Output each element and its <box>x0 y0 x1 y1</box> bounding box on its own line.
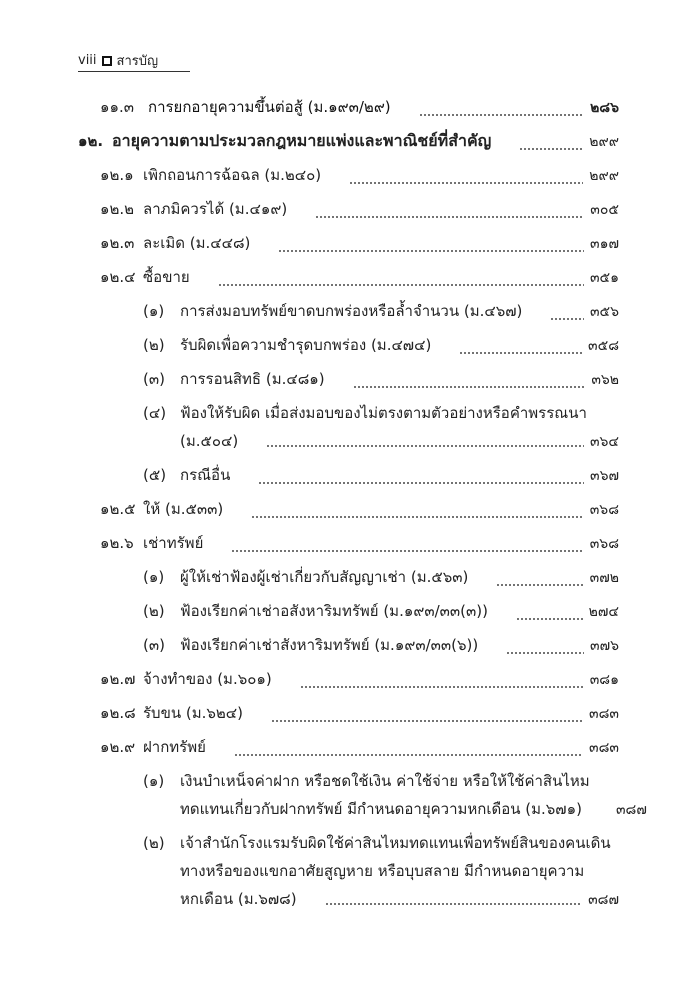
toc-entry-title: เพิกถอนการฉ้อฉล (ม.๒๔๐) <box>143 166 322 184</box>
toc-entry[interactable] <box>0 733 699 767</box>
toc-entry-title: รับผิดเพื่อความชำรุดบกพร่อง (ม.๔๗๔) <box>180 336 432 354</box>
section-name: สารบัญ <box>116 54 159 69</box>
toc-entry-title: ทางหรือของแขกอาศัยสูญหาย หรือบุบสลาย มีกำหนดอายุความ <box>180 862 585 880</box>
toc-entry-number: ๑๒.๖ <box>100 534 134 552</box>
toc-entry[interactable] <box>0 127 699 161</box>
toc-entry[interactable] <box>0 461 699 495</box>
toc-entry-number: (๒) <box>143 834 165 852</box>
dot-leader <box>258 482 584 484</box>
toc-entry[interactable] <box>0 195 699 229</box>
toc-entry-number: ๑๒. <box>78 132 104 150</box>
toc-entry-page: ๓๕๑ <box>589 270 619 286</box>
toc-entry-page: ๒๙๙ <box>589 134 619 150</box>
dot-leader <box>519 148 583 150</box>
dot-leader <box>251 516 584 518</box>
toc-entry[interactable] <box>0 495 699 529</box>
toc-entry-page: ๓๕๖ <box>589 304 619 320</box>
toc-entry[interactable] <box>0 229 699 263</box>
toc-entry[interactable] <box>0 597 699 631</box>
toc-entry-title: ฟ้องเรียกค่าเช่าสังหาริมทรัพย์ (ม.๑๙๓/๓๓(๖)) <box>180 636 479 654</box>
toc-entry-number: ๑๒.๙ <box>100 738 136 756</box>
toc-entry-number: (๑) <box>143 568 165 586</box>
toc-entry-page: ๒๘๖ <box>590 100 619 116</box>
dot-leader <box>496 584 583 586</box>
checkbox-bullet-icon <box>102 56 112 66</box>
toc-entry-title: เช่าทรัพย์ <box>143 534 204 552</box>
toc-entry-title: ทดแทนเกี่ยวกับฝากทรัพย์ มีกำหนดอายุความหกเดือน (ม.๖๗๑) <box>180 800 582 818</box>
dot-leader <box>300 686 584 688</box>
dot-leader <box>218 284 584 286</box>
toc-entry-page: ๒๗๔ <box>588 604 619 620</box>
toc-entry-title: (ม.๕๐๔) <box>180 432 239 450</box>
toc-entry-title: หกเดือน (ม.๖๗๘) <box>180 890 297 908</box>
toc-entry[interactable] <box>0 829 699 913</box>
dot-leader <box>349 182 583 184</box>
toc-entry-title: รับขน (ม.๖๒๔) <box>143 704 243 722</box>
toc-entry-number: (๒) <box>143 602 165 620</box>
toc-entry-page: ๓๖๔ <box>589 434 619 450</box>
toc-entry-number: ๑๑.๓ <box>100 98 135 116</box>
toc-entry-title: ให้ (ม.๕๓๓) <box>143 500 224 518</box>
toc-entry-title: เงินบำเหน็จค่าฝาก หรือชดใช้เงิน ค่าใช้จ่าย หรือให้ใช้ค่าสินไหม <box>180 772 590 790</box>
toc-entry[interactable] <box>0 563 699 597</box>
toc-entry-number: ๑๒.๘ <box>100 704 136 722</box>
toc-entry-title: ผู้ให้เช่าฟ้องผู้เช่าเกี่ยวกับสัญญาเช่า (ม.๕๖๓) <box>180 568 469 586</box>
toc-entry-title: กรณีอื่น <box>180 466 231 484</box>
dot-leader <box>278 250 584 252</box>
toc-entry[interactable] <box>0 699 699 733</box>
toc-entry-number: ๑๒.๔ <box>100 268 136 286</box>
dot-leader <box>315 216 584 218</box>
toc-entry-number: ๑๒.๗ <box>100 670 136 688</box>
toc-entry-title: เจ้าสำนักโรงแรมรับผิดใช้ค่าสินไหมทดแทนเพื่อทรัพย์สินของคนเดิน <box>180 834 611 852</box>
toc-entry[interactable] <box>0 631 699 665</box>
toc-entry-number: (๓) <box>143 370 165 388</box>
toc-entry-page: ๓๖๘ <box>589 536 619 552</box>
dot-leader <box>459 352 582 354</box>
toc-entry-number: ๑๒.๓ <box>100 234 135 252</box>
toc-entry-number: (๑) <box>143 772 165 790</box>
toc-entry-title: การส่งมอบทรัพย์ขาดบกพร่องหรือล้ำจำนวน (ม.๔๖๗) <box>180 302 523 320</box>
toc-entry-number: (๒) <box>143 336 165 354</box>
dot-leader <box>231 550 583 552</box>
toc-entry[interactable] <box>0 399 699 455</box>
toc-entry-page: ๓๗๒ <box>589 570 619 586</box>
toc-entry-title: การรอนสิทธิ (ม.๔๘๑) <box>180 370 325 388</box>
toc-entry[interactable] <box>0 529 699 563</box>
dot-leader <box>353 386 586 388</box>
toc-entry-page: ๓๘๑ <box>589 672 619 688</box>
header-rule <box>78 71 190 72</box>
toc-entry-title: ลาภมิควรได้ (ม.๔๑๙) <box>143 200 288 218</box>
toc-entry-page: ๓๐๕ <box>590 202 619 218</box>
toc-entry-title: ฝากทรัพย์ <box>143 738 206 756</box>
toc-entry[interactable] <box>0 93 699 127</box>
toc-entry-title: จ้างทำของ (ม.๖๐๑) <box>143 670 272 688</box>
toc-entry-page: ๓๗๖ <box>590 638 619 654</box>
dot-leader <box>516 618 583 620</box>
toc-entry-page: ๓๕๘ <box>588 338 619 354</box>
toc-entry-number: (๓) <box>143 636 165 654</box>
running-header <box>78 50 158 71</box>
toc-entry-title: การยกอายุความขึ้นต่อสู้ (ม.๑๙๓/๒๙) <box>148 98 391 116</box>
toc-entry[interactable] <box>0 297 699 331</box>
toc-entry[interactable] <box>0 767 699 823</box>
toc-entry-title: ซื้อขาย <box>143 268 190 286</box>
toc-entry-number: (๕) <box>143 466 167 484</box>
dot-leader <box>271 720 583 722</box>
toc-entry[interactable] <box>0 665 699 699</box>
dot-leader <box>419 114 584 116</box>
toc-entry-title: ละเมิด (ม.๔๔๘) <box>143 234 251 252</box>
toc-entry-title: ฟ้องเรียกค่าเช่าอสังหาริมทรัพย์ (ม.๑๙๓/๓๓(๓)) <box>180 602 488 620</box>
toc-entry-page: ๓๘๗ <box>588 892 619 908</box>
toc-entry-number: (๑) <box>143 302 165 320</box>
dot-leader <box>506 652 584 654</box>
toc-entry-page: ๓๘๗ <box>615 802 647 818</box>
toc-entry-number: ๑๒.๕ <box>100 500 136 518</box>
toc-entry-number: ๑๒.๑ <box>100 166 134 184</box>
toc-entry[interactable] <box>0 365 699 399</box>
dot-leader <box>234 754 583 756</box>
dot-leader <box>325 903 582 905</box>
dot-leader <box>266 445 584 447</box>
toc-entry[interactable] <box>0 331 699 365</box>
toc-entry-number: (๔) <box>143 404 167 422</box>
toc-entry-title: อายุความตามประมวลกฎหมายแพ่งและพาณิชย์ที่สำคัญ <box>112 131 492 150</box>
table-of-contents <box>0 93 699 919</box>
toc-entry-page: ๓๘๓ <box>589 706 619 722</box>
toc-entry[interactable] <box>0 161 699 195</box>
page-number-roman: viii <box>78 53 97 68</box>
toc-entry-page: ๒๙๙ <box>589 168 619 184</box>
toc-entry-title: ฟ้องให้รับผิด เมื่อส่งมอบของไม่ตรงตามตัวอย่างหรือคำพรรณนา <box>180 404 587 422</box>
toc-entry[interactable] <box>0 263 699 297</box>
toc-entry-page: ๓๖๒ <box>591 372 619 388</box>
toc-entry-page: ๓๘๓ <box>589 740 619 756</box>
toc-entry-number: ๑๒.๒ <box>100 200 135 218</box>
dot-leader <box>550 318 584 320</box>
toc-entry-page: ๓๑๗ <box>590 236 619 252</box>
toc-entry-page: ๓๖๗ <box>590 468 619 484</box>
toc-entry-page: ๓๖๘ <box>589 502 619 518</box>
